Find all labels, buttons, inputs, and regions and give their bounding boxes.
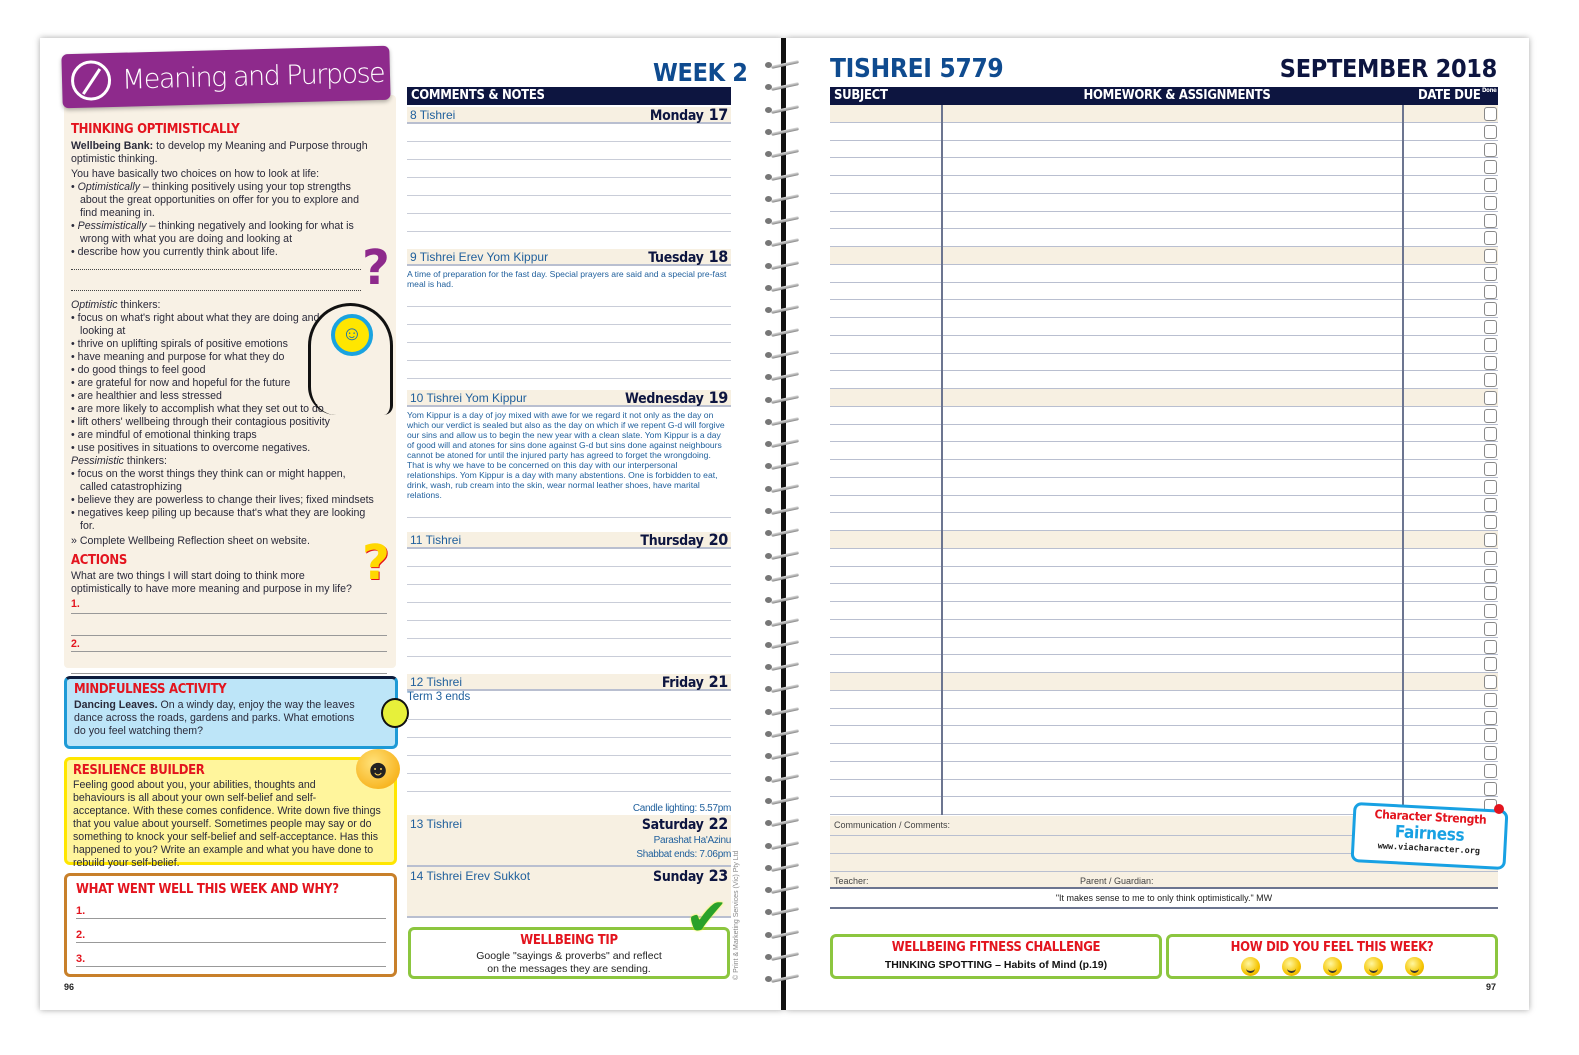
done-checkbox[interactable] <box>1484 285 1497 299</box>
actions-title: ACTIONS <box>71 553 128 568</box>
day-name: Friday 21 <box>661 672 728 691</box>
ring-icon <box>765 664 799 670</box>
ring-icon <box>765 196 799 202</box>
ring-icon <box>765 151 799 157</box>
pessimistic-list <box>71 468 376 533</box>
homework-row[interactable] <box>830 265 1498 283</box>
note-line[interactable] <box>407 720 731 738</box>
comments-header-bar: COMMENTS & NOTES <box>407 87 731 105</box>
day-block-saturday <box>407 815 731 867</box>
done-checkbox[interactable] <box>1484 356 1497 370</box>
homework-row[interactable] <box>830 158 1498 176</box>
done-checkbox[interactable] <box>1484 764 1497 778</box>
done-checkbox[interactable] <box>1484 214 1497 228</box>
done-checkbox[interactable] <box>1484 320 1497 334</box>
choice-text: – thinking negatively and looking for what is wrong with what you are doing and looking at <box>80 220 354 245</box>
ring-icon <box>765 330 799 336</box>
done-checkbox[interactable] <box>1484 533 1497 547</box>
feelings-box <box>1166 934 1498 979</box>
homework-header-bar <box>830 87 1498 105</box>
done-checkbox[interactable] <box>1484 746 1497 760</box>
pessimistic-item: • believe they are powerless to change their lives; fixed mindsets <box>71 494 376 507</box>
homework-row[interactable] <box>830 513 1498 531</box>
day-name: Monday 17 <box>649 105 728 124</box>
tip-title: WELLBEING TIP <box>520 933 618 948</box>
day-number: 22 <box>708 814 728 833</box>
resilience-builder-box <box>64 757 397 869</box>
note-line[interactable] <box>407 567 731 585</box>
optimistic-label: Optimistic <box>71 299 118 311</box>
mindfulness-bold: Dancing Leaves. <box>74 699 158 711</box>
note-line[interactable] <box>407 361 731 379</box>
note-line[interactable] <box>407 214 731 232</box>
ring-icon <box>765 753 799 759</box>
ring-icon <box>765 84 799 90</box>
homework-row[interactable] <box>830 531 1498 549</box>
note-line[interactable] <box>407 325 731 343</box>
day-name: Saturday 22 <box>641 814 728 833</box>
reflection-link[interactable]: » Complete Wellbeing Reflection sheet on website. <box>71 535 310 547</box>
done-checkbox[interactable] <box>1484 498 1497 512</box>
resilience-text: Feeling good about you, your abilities, thoughts and behaviours is all about your own self-belief and self-acceptance. With these comes confidence. Write down five things that you value about yourself. Sometimes people may say or do something to knock your self-belief and self-acceptance. Has this happened to you? Write an example and what you have done to rebuild your self-belief. <box>73 779 381 869</box>
head-sun-icon: ☺ <box>308 303 393 415</box>
choice-text: describe how you currently think about life. <box>77 246 278 258</box>
done-checkbox[interactable] <box>1484 391 1497 405</box>
day-header <box>407 532 731 549</box>
week-title: WEEK 2 <box>653 58 748 87</box>
bank-label: Wellbeing Bank: <box>71 140 154 152</box>
done-checkbox[interactable] <box>1484 231 1497 245</box>
hebrew-month-title: TISHREI 5779 <box>830 54 1004 84</box>
day-name: Sunday 23 <box>653 866 728 885</box>
ring-icon <box>765 129 799 135</box>
homework-row[interactable] <box>830 300 1498 318</box>
intro-text: You have basically two choices on how to look at life: <box>71 168 320 180</box>
hebrew-date: 13 Tishrei <box>410 816 463 831</box>
col-done: Done <box>1482 87 1497 94</box>
feel-title: HOW DID YOU FEEL THIS WEEK? <box>1230 940 1434 955</box>
note-line[interactable] <box>407 738 731 756</box>
month-title: SEPTEMBER 2018 <box>1279 54 1497 83</box>
homework-table <box>830 105 1498 815</box>
went-well-line-1[interactable]: 1. <box>76 897 386 919</box>
choices-list <box>71 181 376 259</box>
homework-row[interactable] <box>830 407 1498 425</box>
optimistic-item: • do good things to feel good <box>71 364 333 377</box>
done-checkbox[interactable] <box>1484 462 1497 476</box>
done-checkbox[interactable] <box>1484 107 1497 121</box>
homework-row[interactable] <box>830 620 1498 638</box>
homework-row[interactable] <box>830 442 1498 460</box>
copyright-text: © Print & Marketing Services (Vic) Pty Ltd <box>733 850 740 980</box>
choice-item <box>71 246 376 259</box>
done-checkbox[interactable] <box>1484 338 1497 352</box>
optimistic-item: • are more likely to accomplish what they set out to do <box>71 403 333 416</box>
action-line-2[interactable]: 2. <box>71 636 387 652</box>
write-line <box>71 290 361 291</box>
done-checkbox[interactable] <box>1484 125 1497 139</box>
optimistic-item: • are mindful of emotional thinking traps <box>71 429 333 442</box>
homework-row[interactable] <box>830 584 1498 602</box>
ring-icon <box>765 397 799 403</box>
ring-icon <box>765 798 799 804</box>
day-note: Yom Kippur is a day of joy mixed with awe for we regard it not only as the day on which our verdict is sealed but also as the day on which if we repent G-d will forgive our sins and allow us to begin the new year with a clean slate. Yom Kippur is a day of good will and atones for sins done against G-d but sins done against neighbours cannot be atoned for until the injured party has agreed to forget the wrongdoing. That is why we have to be concerned on this day with our interpersonal relationships. Yom Kippur is a day with many abstentions. One is forbidden to eat, drink, wash, rub cream into the skin, wear normal leather shoes, have marital relations. <box>407 410 725 500</box>
done-checkbox[interactable] <box>1484 143 1497 157</box>
done-checkbox[interactable] <box>1484 640 1497 654</box>
homework-row[interactable] <box>830 602 1498 620</box>
note-line[interactable] <box>407 639 731 657</box>
question-mark-icon: ? <box>362 240 390 296</box>
compass-icon <box>71 60 112 101</box>
homework-row[interactable] <box>830 371 1498 389</box>
ring-icon <box>765 820 799 826</box>
col-homework: HOMEWORK & ASSIGNMENTS <box>1083 88 1271 103</box>
homework-row[interactable] <box>830 673 1498 691</box>
homework-row[interactable] <box>830 212 1498 230</box>
optimistic-item: • lift others' wellbeing through their contagious positivity <box>71 416 333 429</box>
topic-title: Meaning and Purpose <box>121 57 385 96</box>
ring-icon <box>765 976 799 982</box>
day-name: Tuesday 18 <box>648 247 728 266</box>
note-line[interactable] <box>407 343 731 361</box>
done-checkbox[interactable] <box>1484 675 1497 689</box>
note-line[interactable] <box>407 621 731 639</box>
day-header <box>407 815 731 832</box>
challenge-text: THINKING SPOTTING – Habits of Mind (p.19) <box>884 959 1108 971</box>
optimistic-list <box>71 312 333 455</box>
ring-icon <box>765 530 799 536</box>
optimistic-item: • are healthier and less stressed <box>71 390 333 403</box>
homework-row[interactable] <box>830 354 1498 372</box>
pessimistic-item: • focus on the worst things they think can or might happen, called catastrophizing <box>71 468 376 494</box>
ring-icon <box>765 352 799 358</box>
character-strength-card <box>1351 802 1509 870</box>
day-block-wednesday <box>407 390 731 532</box>
done-checkbox[interactable] <box>1484 249 1497 263</box>
ring-icon <box>765 843 799 849</box>
note-line[interactable] <box>407 500 731 518</box>
done-checkbox[interactable] <box>1484 586 1497 600</box>
ring-icon <box>765 174 799 180</box>
done-checkbox[interactable] <box>1484 515 1497 529</box>
challenge-title: WELLBEING FITNESS CHALLENGE <box>891 940 1101 955</box>
write-line <box>71 269 361 270</box>
homework-row[interactable] <box>830 567 1498 585</box>
ring-icon <box>765 731 799 737</box>
day-extra-info: Candle lighting: 5.57pm <box>632 803 731 814</box>
ring-icon <box>765 374 799 380</box>
done-checkbox[interactable] <box>1484 302 1497 316</box>
homework-row[interactable] <box>830 726 1498 744</box>
pessimistic-item: • negatives keep piling up because that's what they are looking for. <box>71 507 376 533</box>
homework-row[interactable] <box>830 425 1498 443</box>
done-checkbox[interactable] <box>1484 711 1497 725</box>
smiley-emoji-icon: ☻ <box>356 749 400 789</box>
ring-icon <box>765 463 799 469</box>
homework-row[interactable] <box>830 141 1498 159</box>
homework-row[interactable] <box>830 283 1498 301</box>
day-block-monday <box>407 107 731 249</box>
day-extra-info: Shabbat ends: 7.06pm <box>636 849 731 860</box>
ring-icon <box>765 240 799 246</box>
pessimistic-label: Pessimistic <box>71 455 124 467</box>
day-number: 17 <box>708 105 728 124</box>
pin-icon <box>1494 804 1504 814</box>
done-checkbox[interactable] <box>1484 657 1497 671</box>
homework-row[interactable] <box>830 336 1498 354</box>
note-line[interactable] <box>407 585 731 603</box>
homework-row[interactable] <box>830 709 1498 727</box>
day-header <box>407 249 731 266</box>
optimistic-item: • use positives in situations to overcome negatives. <box>71 442 333 455</box>
communication-label: Communication / Comments: <box>830 816 1498 836</box>
question-mark-icon: ? <box>362 535 390 591</box>
parent-label: Parent / Guardian: <box>1080 876 1154 886</box>
ring-icon <box>765 553 799 559</box>
homework-row[interactable] <box>830 780 1498 798</box>
bank-text: to develop my Meaning and Purpose through optimistic thinking. <box>71 140 368 165</box>
teacher-label: Teacher: <box>834 876 869 886</box>
choice-item <box>71 181 376 220</box>
ring-icon <box>765 642 799 648</box>
ring-icon <box>765 887 799 893</box>
day-header <box>407 390 731 407</box>
done-checkbox[interactable] <box>1484 782 1497 796</box>
done-checkbox[interactable] <box>1484 267 1497 281</box>
ring-icon <box>765 686 799 692</box>
ring-icon <box>765 307 799 313</box>
homework-row[interactable] <box>830 123 1498 141</box>
hebrew-date: 10 Tishrei Yom Kippur <box>410 390 527 405</box>
note-line[interactable] <box>407 307 731 325</box>
ring-icon <box>765 441 799 447</box>
day-name: Thursday 20 <box>640 530 728 549</box>
optimistic-item: • have meaning and purpose for what they do <box>71 351 333 364</box>
write-line[interactable] <box>71 652 387 674</box>
homework-row[interactable] <box>830 105 1498 123</box>
note-line[interactable] <box>407 160 731 178</box>
choice-item <box>71 220 376 246</box>
ring-icon <box>765 419 799 425</box>
day-number: 19 <box>708 388 728 407</box>
note-line[interactable] <box>407 549 731 567</box>
content-face-option[interactable] <box>1323 957 1342 976</box>
choice-em: Optimistically <box>77 181 141 193</box>
day-block-sunday <box>407 867 731 918</box>
homework-row[interactable] <box>830 762 1498 780</box>
went-well-line-3[interactable]: 3. <box>76 943 386 967</box>
note-line[interactable] <box>407 774 731 792</box>
done-checkbox[interactable] <box>1484 196 1497 210</box>
ring-icon <box>765 620 799 626</box>
day-number: 23 <box>708 866 728 885</box>
homework-row[interactable] <box>830 176 1498 194</box>
checkmark-icon: ✔ <box>685 889 729 947</box>
note-line[interactable] <box>407 142 731 160</box>
done-checkbox[interactable] <box>1484 728 1497 742</box>
ring-icon <box>765 575 799 581</box>
ring-icon <box>765 107 799 113</box>
ring-icon <box>765 508 799 514</box>
ring-icon <box>765 597 799 603</box>
day-extra-info: Parashat Ha'Azinu <box>653 835 731 846</box>
homework-row[interactable] <box>830 655 1498 673</box>
topic-banner <box>61 46 390 109</box>
ring-icon <box>765 954 799 960</box>
lightbulb-icon <box>381 698 409 728</box>
note-line[interactable] <box>407 196 731 214</box>
ring-icon <box>765 709 799 715</box>
day-note: A time of preparation for the fast day. Special prayers are said and a special pre-fast meal is had. <box>407 269 727 289</box>
day-block-thursday <box>407 532 731 674</box>
ring-icon <box>765 486 799 492</box>
done-checkbox[interactable] <box>1484 427 1497 441</box>
choice-em: Pessimistically <box>77 220 147 232</box>
resilience-title: RESILIENCE BUILDER <box>73 763 205 778</box>
what-went-well-box <box>64 873 397 977</box>
done-checkbox[interactable] <box>1484 409 1497 423</box>
ring-icon <box>765 909 799 915</box>
actions-text: What are two things I will start doing to think more optimistically to have more meaning and purpose in my life? <box>71 570 352 595</box>
action-line-1[interactable]: 1. <box>71 598 387 614</box>
day-header <box>407 867 731 884</box>
ring-icon <box>765 218 799 224</box>
column-divider <box>1402 105 1404 815</box>
hebrew-date: 8 Tishrei <box>410 107 456 122</box>
hebrew-date: 14 Tishrei Erev Sukkot <box>410 868 531 883</box>
note-line[interactable] <box>407 702 731 720</box>
homework-row[interactable] <box>830 638 1498 656</box>
wellbeing-tip-box <box>408 927 730 979</box>
day-number: 18 <box>708 247 728 266</box>
neutral-face-option[interactable] <box>1241 957 1260 976</box>
note-line[interactable] <box>407 756 731 774</box>
laughing-face-option[interactable] <box>1405 957 1424 976</box>
homework-row[interactable] <box>830 744 1498 762</box>
homework-row[interactable] <box>830 496 1498 514</box>
done-checkbox[interactable] <box>1484 569 1497 583</box>
ring-icon <box>765 285 799 291</box>
quote: "It makes sense to me to only think optimistically." MW <box>830 889 1498 909</box>
day-name: Wednesday 19 <box>624 388 728 407</box>
homework-row[interactable] <box>830 229 1498 247</box>
done-checkbox[interactable] <box>1484 622 1497 636</box>
char-value: Fairness <box>1394 822 1465 846</box>
ring-icon <box>765 865 799 871</box>
char-url[interactable]: www.viacharacter.org <box>1377 841 1481 857</box>
went-well-line-2[interactable]: 2. <box>76 919 386 943</box>
homework-row[interactable] <box>830 194 1498 212</box>
day-block-friday <box>407 674 731 815</box>
col-subject: SUBJECT <box>834 88 888 103</box>
done-checkbox[interactable] <box>1484 160 1497 174</box>
note-line[interactable] <box>407 178 731 196</box>
optimistic-item: • focus on what's right about what they are doing and looking at <box>71 312 333 338</box>
done-checkbox[interactable] <box>1484 373 1497 387</box>
smile-face-option[interactable] <box>1282 957 1301 976</box>
homework-row[interactable] <box>830 460 1498 478</box>
homework-row[interactable] <box>830 549 1498 567</box>
ring-icon <box>765 932 799 938</box>
optimistic-item: • are grateful for now and hopeful for the future <box>71 377 333 390</box>
optimistic-item: • thrive on uplifting spirals of positive emotions <box>71 338 333 351</box>
done-checkbox[interactable] <box>1484 604 1497 618</box>
day-block-tuesday <box>407 249 731 390</box>
day-header <box>407 674 731 691</box>
thinkers-label: thinkers: <box>117 299 161 311</box>
done-checkbox[interactable] <box>1484 480 1497 494</box>
tip-text: Google "sayings & proverbs" and reflect on the messages they are sending. <box>476 950 662 975</box>
mindfulness-title: MINDFULNESS ACTIVITY <box>74 682 227 697</box>
note-line[interactable] <box>407 289 731 307</box>
hebrew-date: 12 Tishrei <box>410 674 463 689</box>
homework-row[interactable] <box>830 247 1498 265</box>
happy-face-option[interactable] <box>1364 957 1383 976</box>
hebrew-date: 11 Tishrei <box>410 532 462 547</box>
ring-icon <box>765 62 799 68</box>
done-checkbox[interactable] <box>1484 444 1497 458</box>
column-divider <box>941 105 943 815</box>
fitness-challenge-box <box>830 934 1162 979</box>
homework-row[interactable] <box>830 389 1498 407</box>
note-line[interactable] <box>407 124 731 142</box>
hebrew-date: 9 Tishrei Erev Yom Kippur <box>410 249 549 264</box>
done-checkbox[interactable] <box>1484 551 1497 565</box>
page-number-left: 96 <box>64 982 75 992</box>
day-note: Term 3 ends <box>407 691 471 703</box>
col-date-due: DATE DUE <box>1418 88 1481 103</box>
mindfulness-activity-box <box>64 676 398 749</box>
day-header <box>407 107 731 124</box>
ring-icon <box>765 776 799 782</box>
went-well-title: WHAT WENT WELL THIS WEEK AND WHY? <box>76 882 339 897</box>
char-title: Character Strength <box>1374 807 1487 827</box>
section-title: THINKING OPTIMISTICALLY <box>71 122 240 137</box>
ring-icon <box>765 263 799 269</box>
done-checkbox[interactable] <box>1484 693 1497 707</box>
page-number-right: 97 <box>1486 982 1497 992</box>
mindfulness-text: On a windy day, enjoy the way the leaves dance across the roads, gardens and parks. What emotions do you feel watching them? <box>74 699 355 737</box>
choice-text: – thinking positively using your top strengths about the great opportunities on offer for you to explore and find meaning in. <box>80 181 359 219</box>
write-line[interactable] <box>71 614 387 636</box>
note-line[interactable] <box>407 603 731 621</box>
homework-row[interactable] <box>830 691 1498 709</box>
homework-row[interactable] <box>830 478 1498 496</box>
day-number: 21 <box>708 672 728 691</box>
homework-row[interactable] <box>830 318 1498 336</box>
done-checkbox[interactable] <box>1484 178 1497 192</box>
thinkers-label: thinkers: <box>123 455 167 467</box>
day-number: 20 <box>708 530 728 549</box>
